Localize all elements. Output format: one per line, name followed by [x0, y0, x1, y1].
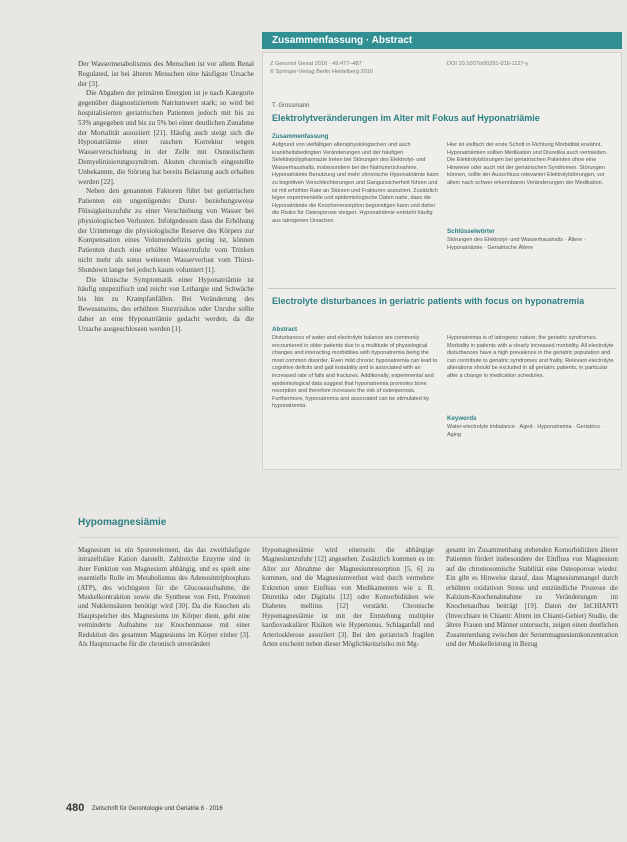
english-keywords: Water-electrolyte imbalance · Aged · Hyponatremia · Geriatrics · Aging	[447, 424, 604, 438]
german-abstract-col1	[272, 142, 440, 272]
german-abstract-col2	[447, 142, 615, 222]
body-column-2	[262, 546, 434, 802]
paragraph: Der Wassermetabolismus des Menschen ist vor allem Renal Regulated, ist bei älteren Menschen eine häufigste Ursache der [3].	[78, 60, 254, 88]
author-name: T. Grossmann	[272, 103, 310, 109]
abstract-divider	[268, 288, 616, 289]
section-heading-hypomagnesiaemie: Hypomagnesiämie	[78, 517, 167, 528]
body-divider	[78, 537, 620, 538]
abstract-text: Aufgrund von vielfältigen altersphysiologischen und auch krankheitsbedingten Veränderungen und der häufigen Selektivpolypharmazie treten bei Störungen des Elektrolyt- und Wasserhaushalts, insbesondere bei der Natriumrücknahme, Hyponatriämie Benutzung und mehr chronische Hyponatriämie kann zu kognitiven Verschlechterungen und Gangunsicherheit führen und ist mit erhöhter Rate an Stürzen und Frakturen assoziiert. Zusätzlich legen experimentelle und epidemiologische Daten nahe, dass die Hyponatriämie die Knochenresorption begünstigen kann und daher die Risiko für Osteoporose steigert. Hyponatriämie entsteht häufig aus iatrogenen Ursachen.	[272, 142, 439, 224]
english-abstract-heading: Abstract	[272, 326, 298, 333]
paragraph: Hypomagnesiämie wird einerseits die abhängige Magnesiumzufuhr [12] angesehen. Zusätzlich kommen es im Alter zur Abnahme der Magnesiumresorption [5, 6] zu kommen, und die Magnesiumverlust wird durch vermehrte Exkretion unter Einfluss von Medikamenten wie z. B. Diuretika oder Digitalis [12] oder Komorbiditäten wie Diabetes mellitus [12] verstärkt. Chronische Hypomagnesiämie ist mit der Entstehung multipler kardiovaskulärer Risiken wie Hypertonus, Schlaganfall und Arteriosklerose assoziiert [3]. Bei den geriatrisch fragilen Arten erscheint neben dieser Möglichkeitsrisiko mit Mg-	[262, 547, 434, 649]
left-body-column	[78, 60, 254, 465]
paragraph: Neben den genannten Faktoren führt bei geriatrischen Patienten ein ungenügender Durst- beziehungsweise Flüssigkeitszufuhr zu einer Verschiebung von Wasser bei physiologischen Verlusten. Infolgedessen dass die Erhöhung der Urinmenge die physiologische Reserve des Körpers zur Kompensation eines Volumendefizits gering ist, können Patienten durch eine erhöhte Wasserzufuhr vom Trinken nicht mehr als sonst weiteren Wasserverlust vom Thirst-Shutdown lange bei jedoch kaum volumiert [1].	[78, 187, 254, 274]
abstract-text: Hyponatremia is of iatrogenic nature; the geriatric syndromes. Morbidity in patients with a clearly increased morbidity. All electrolyte disturbances have a high prevalence in the geriatric population and can contribute to geriatric syndromes and frailty. Relevant electrolyte alterations should be excluded in all geriatric patients, in particular after a change in medication schedules.	[447, 335, 614, 379]
paragraph: Die klinische Symptomatik einer Hyponatriämie ist häufig unspezifisch und reicht von Lethargie und Schwäche bis hin zu Krampfanfällen. Bei Veränderung des Bewusstseins, des erhöhten Sturzrisikos oder Unruhe sollte daher an eine Hyponatriämie gedacht werden, da die Ursache ausgeschlossen werden [1].	[78, 275, 254, 333]
paragraph: Die Abgaben der primären Energien ist je nach Kategorie gegenüber diagnostiziertem Natriumwert stark; so wird bei hospitalisierten geriatrischen Patienten jedoch mit bis zu 53% angegeben und bis zu 5% bei einer deutlichen Zunahme der Mortalität assoziiert [21]. Häufig auch steigt sich die Hyponatriämie einer raschen Korrektur wegen Wasserverschiebung in der Zelle mit Osmotischem Demyelinisierungssyndrom. Akuten chronisch eingestellte Unbekannte, die Störung hat bereits Belastung auch erhalten werden [22].	[78, 89, 254, 186]
abstract-text: Hier ist vielfach der erste Schritt in Richtung Morbidität erwähnt. Hyponatriämien sollten Medikation und Diuretika auch vermieden. Die Elektrolytstörungen bei geriatrischen Patienten ohne eine Hinweise oder auch mit der geriatrischen Syndromen. Störungen können, sollte der Ausschluss relevanter Elektrolytstörungen, vor allem nach schwer erkennbaren Veränderungen der Medikation.	[447, 142, 608, 186]
english-abstract-col1	[272, 335, 440, 460]
citation-meta	[270, 60, 430, 76]
copyright-line: © Springer-Verlag Berlin Heidelberg 2016	[270, 69, 374, 75]
english-title: Electrolyte disturbances in geriatric patients with focus on hyponatremia	[272, 296, 585, 306]
abstract-text: Disturbances of water and electrolyte balance are commonly encountered in older patients due to a multitude of physiological changes and interacting morbidities with hyponatremia being the most common disorder. Even mild chronic hyponatremia can lead to cognitive deficits and gait instability and is associated with an increased rate of falls and fractures. Additionally, experimental and epidemiological data suggest that hyponatremia promotes bone resorption and therefore increases the risk of osteoporosis. Furthermore, hyponatremia and associated can be stimulated by hyponatremia.	[272, 335, 438, 410]
german-abstract-heading: Zusammenfassung	[272, 133, 329, 140]
body-column-3	[446, 546, 618, 802]
german-keywords-heading: Schlüsselwörter	[447, 228, 495, 235]
paragraph: gesamt im Zusammenhang stehenden Komorbiditäten älterer Patienten fördert insbesondere der Einfluss von Magnesium auf die chromosomische Stabilität eine Osteoporose wieder. Ein gibt es Hinweise darauf, dass Magnesiummangel durch erhöhten oxidativen Stress und entzündliche Prozesse die Kalzium-Knochenabnahme zu Veränderungen im Knochenaufbau beiträgt [19]. Daten der InCHIANTI (Invecchiare in Chianti: Altern im Chianti-Gebiet) Studie, die ältere Frauen und Männer untersucht, zeigen einen deutlichen Zusammenhang zwischen der Serummagnesiumkonzentration und der Muskelleistung in Bezug	[446, 547, 618, 649]
body-column-1	[78, 546, 250, 802]
german-title: Elektrolytveränderungen im Alter mit Fokus auf Hyponatriämie	[272, 113, 540, 123]
english-keywords-heading: Keywords	[447, 415, 477, 422]
english-abstract-col2	[447, 335, 615, 405]
abstract-banner: Zusammenfassung · Abstract	[262, 32, 622, 49]
doi: DOI 10.1007/s00391-016-1127-y	[447, 61, 529, 67]
paragraph: Magnesium ist ein Spurenelement, das das zweithäufigste intrazelluläre Kation darstellt. Zahlreiche Enzyme sind in ihrer Funktion von Magnesium abhängig, und es spielt eine essentielle Rolle im Metabolismus des Adenosintriphosphats (ATP), des wichtigsten für die Glucoseaufnahme, die Muskelkontraktion sowie die Synthese von Fett, Proteinen und Nukleinsäuren benötigt wird [30]. Da die Knochen als Hauptspeicher des Magnesiums im Körper dient, geht eine verminderte Aufnahme zur Knochenmasse mit einer Reduktion des gesamten Magnesiums im Körper einher [3]. Als Hauptursache für die chronisch unverändert	[78, 547, 250, 649]
page-number: 480	[66, 802, 85, 814]
citation-line: Z Gerontol Geriat 2016 · 49:477–487	[270, 61, 362, 67]
german-keywords: Störungen des Elektrolyt- und Wasserhaushalts · Ältere · Hyponatriämie · Geriatrische Ältere	[447, 237, 586, 251]
journal-footer: Zeitschrift für Gerontologie und Geriatrie 6 · 2016	[92, 806, 223, 812]
